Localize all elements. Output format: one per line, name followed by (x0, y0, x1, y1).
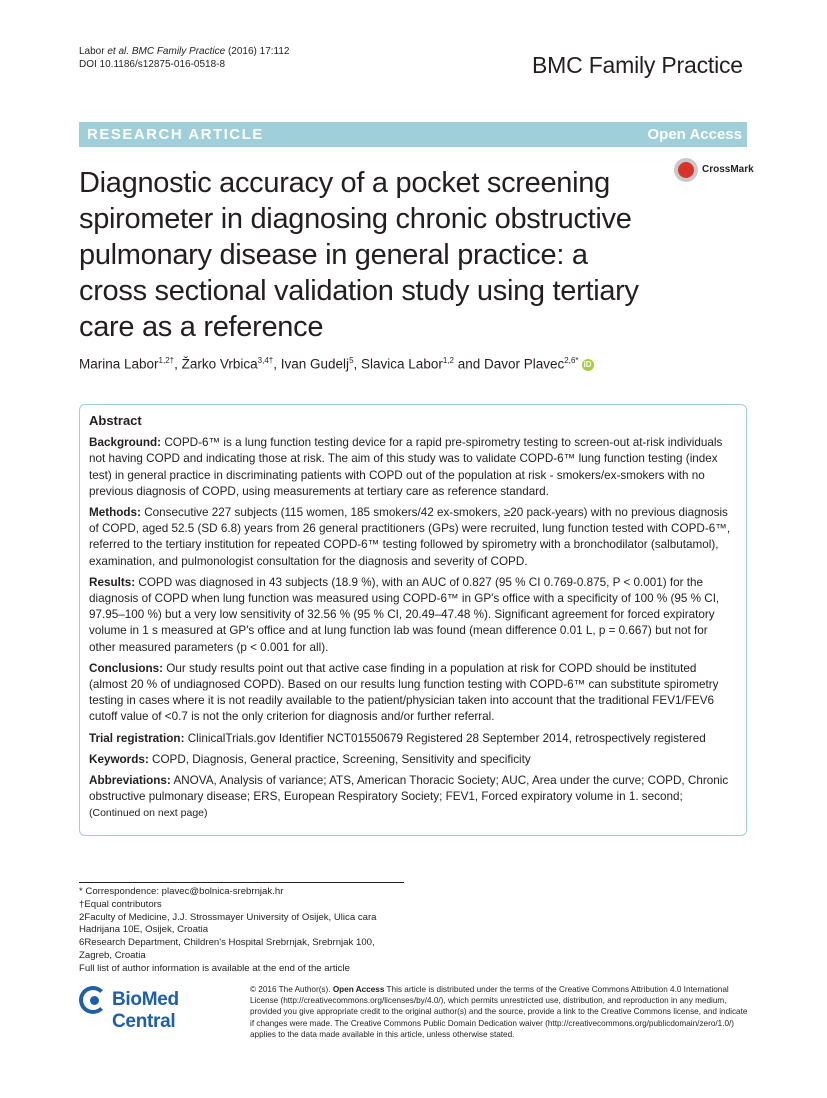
footnote: 6Research Department, Children's Hospital Srebrnjak, Srebrnjak 100, Zagreb, Croatia (79, 937, 375, 961)
crossmark-badge[interactable]: CrossMark (674, 158, 754, 184)
abstract-keywords: Keywords: COPD, Diagnosis, General practice, Screening, Sensitivity and specificity (89, 752, 531, 766)
author-name: Žarko Vrbica (181, 356, 258, 372)
journal-name: BMC Family Practice (532, 52, 743, 78)
abstract-results: Results: COPD was diagnosed in 43 subjects (18.9 %), with an AUC of 0.827 (95 % CI 0.769-0.875, P < 0.001) for the diagnosis of COPD when lung function was measured using COPD-6™ in GP's office with a specificity of 100 % (95 % CI, 97.95–100 %) but a very low sensitivity of 32.56 % (95 % CI, 20.49–47.48 %). Significant agreement for forced expiratory volume in 1 s measured at GP's office and at lung function lab was found (mean difference 0.01 L, p = 0.667) but not for other measured parameters (p < 0.001 for all). (89, 575, 720, 654)
footnote: Full list of author information is available at the end of the article (79, 962, 350, 974)
footnote: 2Faculty of Medicine, J.J. Strossmayer University of Osijek, Ulica cara Hadrijana 10E, Osijek, Croatia (79, 911, 377, 936)
author-list: Marina Labor$^{1,2\dagger}$, Žarko Vrbica$^{3,4\dagger}$, Ivan Gudelj$^5$, Slavica Labor$^{1,2}$ and Davor Plavec$^{2,6*}$ iD (79, 356, 592, 372)
article-title: Diagnostic accuracy of a pocket screening spirometer in diagnosing chronic obstructive pulmonary disease in general practice: a cross sectional validation study using tertiary care as a reference (79, 167, 639, 343)
abstract-conclusions: Conclusions: Our study results point out that active case finding in a population at risk for COPD should be instituted (almost 20 % of undiagnosed COPD). Based on our results lung function testing with COPD-6™ can substitute spirometry testing in cases where it is not readily available to the patient/physician taken into account that the traditional FEV1/FEV6 cutoff value of <0.7 is not the only criterion for diagnosis and/or further referral. (89, 661, 719, 724)
author-name: Slavica Labor (361, 356, 443, 372)
footnotes (79, 886, 409, 976)
footnote: †Equal contributors (79, 898, 162, 910)
orcid-icon[interactable]: iD (583, 359, 592, 369)
abstract-heading: Abstract (89, 413, 142, 428)
abstract-trial-registration: Trial registration: ClinicalTrials.gov Identifier NCT01550679 Registered 28 September 2014, retrospectively registered (89, 731, 706, 745)
license-text: © 2016 The Author(s). Open Access This article is distributed under the terms of the Creative Commons Attribution 4.0 International License (http://creativecommons.org/licenses/by/4.0/), which permits unrestricted use, distribution, and reproduction in any medium, provided you give appropriate credit to the original author(s) and the source, provide a link to the Creative Commons license, and indicate if changes were made. The Creative Commons Public Domain Dedication waiver (http://creativecommons.org/publicdomain/zero/1.0/) applies to the data made available in this article, unless otherwise stated. (250, 985, 748, 1039)
biomed-central-logo: BioMed Central (79, 986, 239, 1018)
author-name: Marina Labor (79, 356, 159, 372)
author-name: Ivan Gudelj (280, 356, 350, 372)
continued-note: (Continued on next page) (89, 807, 208, 820)
doi[interactable]: DOI 10.1186/s12875-016-0518-8 (79, 59, 226, 70)
crossmark-icon (674, 158, 698, 182)
abstract-methods: Methods: Consecutive 227 subjects (115 women, 185 smokers/42 ex-smokers, ≥20 pack-years) with no previous diagnosis of COPD, aged 52.5 (SD 6.8) years from 26 general practitioners (GPs) were recruited, lung function tested with COPD-6™, referred to the tertiary institution for repeated COPD-6™ testing followed by spirometry with a bronchodilator (salbutamol), examination, and pulmonologist consultation for the diagnosis and severity of COPD. (89, 506, 731, 568)
article-type-band (79, 122, 747, 147)
abstract-box (79, 404, 747, 836)
footnote-divider (79, 882, 404, 883)
correspondence[interactable]: * Correspondence: plavec@bolnica-srebrnjak.hr (79, 886, 284, 897)
article-type: RESEARCH ARTICLE (87, 126, 264, 143)
abstract-background: Background: COPD-6™ is a lung function testing device for a rapid pre-spirometry testing to screen-out at-risk individuals not having COPD and indicating those at risk. The aim of this study was to validate COPD-6™ lung function testing (index test) in general practice in discriminating patients with COPD out of the population at risk - smokers/ex-smokers with no previous diagnosis of COPD, using measurements at tertiary care as reference standard. (89, 436, 723, 498)
open-access-label[interactable]: Open Access (647, 126, 742, 143)
author-name: Davor Plavec (484, 356, 565, 372)
abstract-abbreviations: Abbreviations: ANOVA, Analysis of variance; ATS, American Thoracic Society; AUC, Area under the curve; COPD, Chronic obstructive pulmonary disease; ERS, European Respiratory Society; FEV1, Forced expiratory volume in 1. second; (89, 774, 729, 804)
citation-line: Labor et al. BMC Family Practice (2016) 17:112 (79, 46, 290, 57)
